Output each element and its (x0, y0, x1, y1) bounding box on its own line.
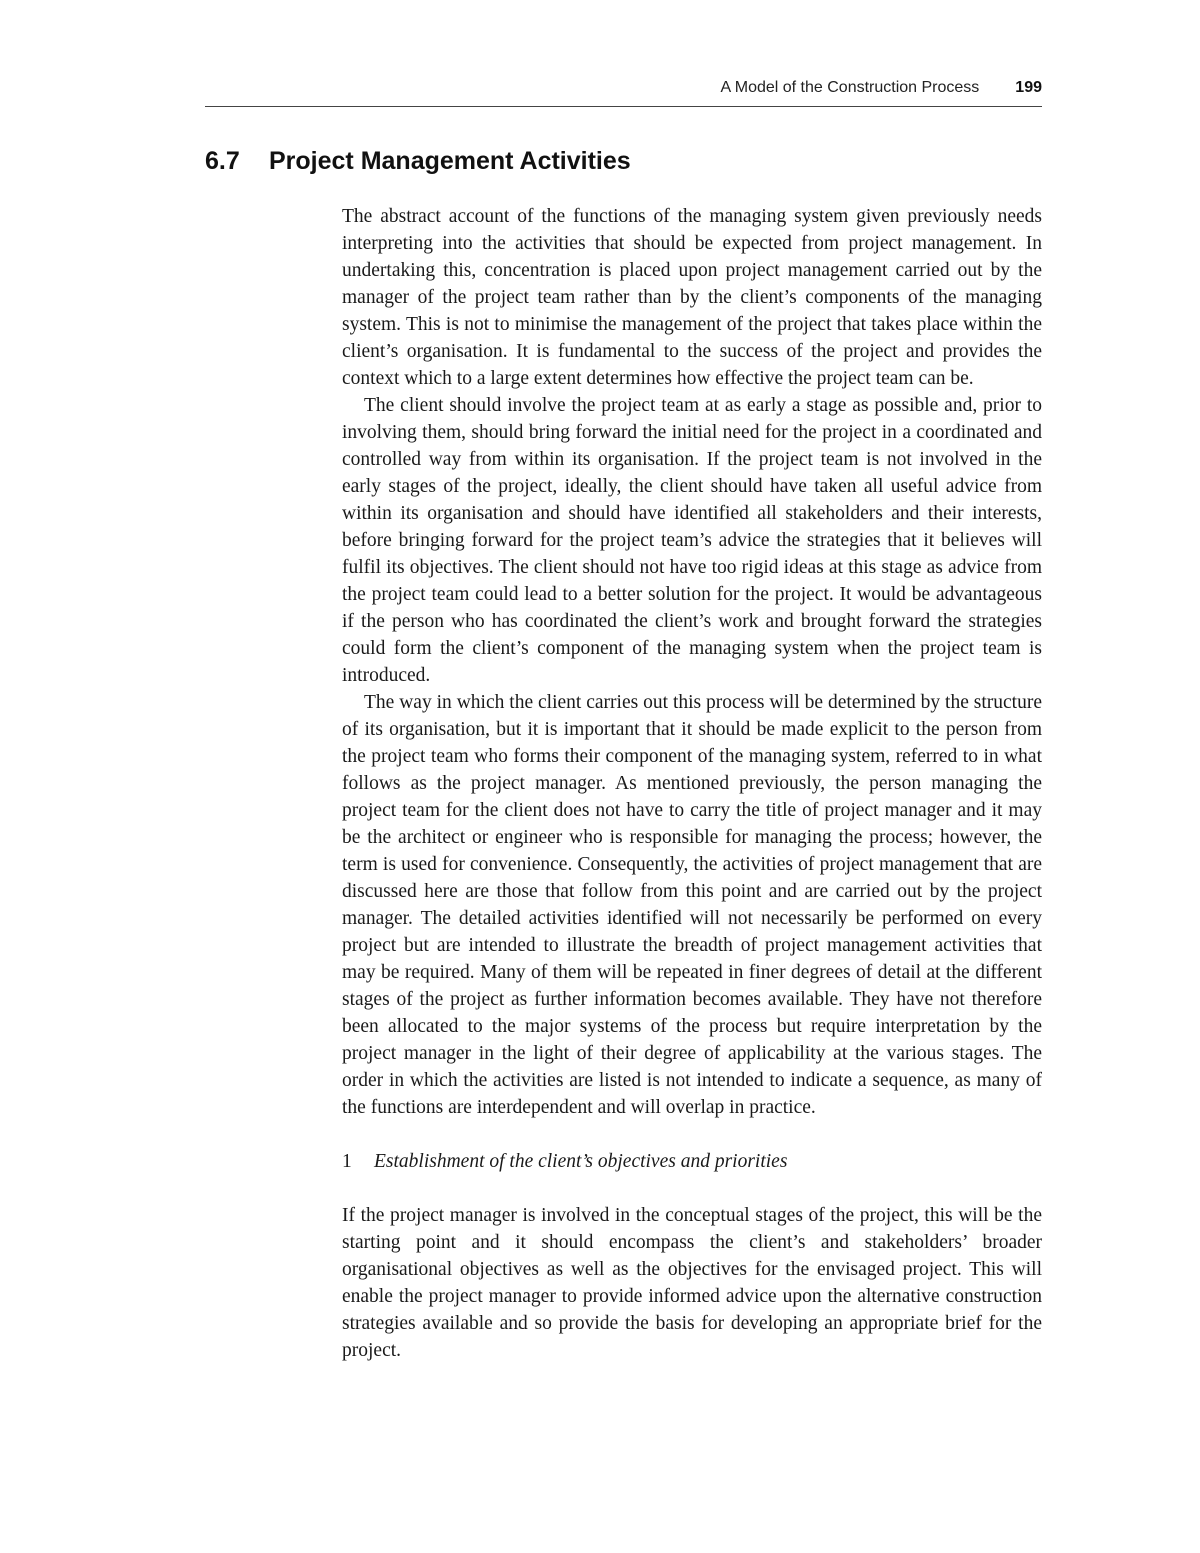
subsection-number: 1 (342, 1151, 352, 1172)
section-title: Project Management Activities (269, 146, 631, 175)
paragraph-1: The abstract account of the functions of the managing system given previously needs interpreting into the activities that should be expected from project management. In undertaking this, concentration is placed upon project management carried out by the manager of the project team rather than by the client’s components of the managing system. This is not to minimise the management of the project that takes place within the client’s organisation. It is fundamental to the success of the project and provides the context which to a large extent determines how effective the project team can be. (342, 206, 1042, 389)
subsection-paragraph: If the project manager is involved in the conceptual stages of the project, this will be the starting point and it should encompass the client’s and stakeholders’ broader organisational objectives as well as the objectives for the envisaged project. This will enable the project manager to provide informed advice upon the alternative construction strategies available and so provide the basis for developing an appropriate brief for the project. (342, 1205, 1042, 1361)
paragraph-2: The client should involve the project team at as early a stage as possible and, prior to involving them, should bring forward the initial need for the project in a coordinated and controlled way from within its organisation. If the project team is not involved in the early stages of the project, ideally, the client should have taken all useful advice from within its organisation and should have identified all stakeholders and their interests, before bringing forward for the project team’s advice the strategies that it believes will fulfil its objectives. The client should not have too rigid ideas at this stage as advice from the project team could lead to a better solution for the project. It would be advantageous if the person who has coordinated the client’s work and brought forward the strategies could form the client’s component of the managing system when the project team is introduced. (342, 395, 1042, 686)
header-rule (205, 106, 1042, 107)
page-number: 199 (1015, 79, 1042, 96)
running-head (205, 76, 1042, 100)
running-head-title: A Model of the Construction Process (720, 79, 980, 96)
section-number: 6.7 (205, 146, 240, 175)
subsection-title: Establishment of the client’s objectives and priorities (374, 1151, 788, 1172)
section-heading (205, 144, 631, 178)
body-text (342, 203, 1042, 1364)
paragraph-3: The way in which the client carries out this process will be determined by the structure of its organisation, but it is important that it should be made explicit to the person from the project team who forms their component of the managing system, referred to in what follows as the project manager. As mentioned previously, the person managing the project team for the client does not have to carry the title of project manager and it may be the architect or engineer who is responsible for managing the process; however, the term is used for convenience. Consequently, the activities of project management that are discussed here are those that follow from this point and are carried out by the project manager. The detailed activities identified will not necessarily be performed on every project but are intended to illustrate the breadth of project management activities that may be required. Many of them will be repeated in finer degrees of detail at the different stages of the project as further information becomes available. They have not therefore been allocated to the major systems of the process but require interpretation by the project manager in the light of their degree of applicability at the various stages. The order in which the activities are listed is not intended to indicate a sequence, as many of the functions are interdependent and will overlap in practice. (342, 692, 1042, 1118)
subsection-heading (342, 1148, 1042, 1175)
